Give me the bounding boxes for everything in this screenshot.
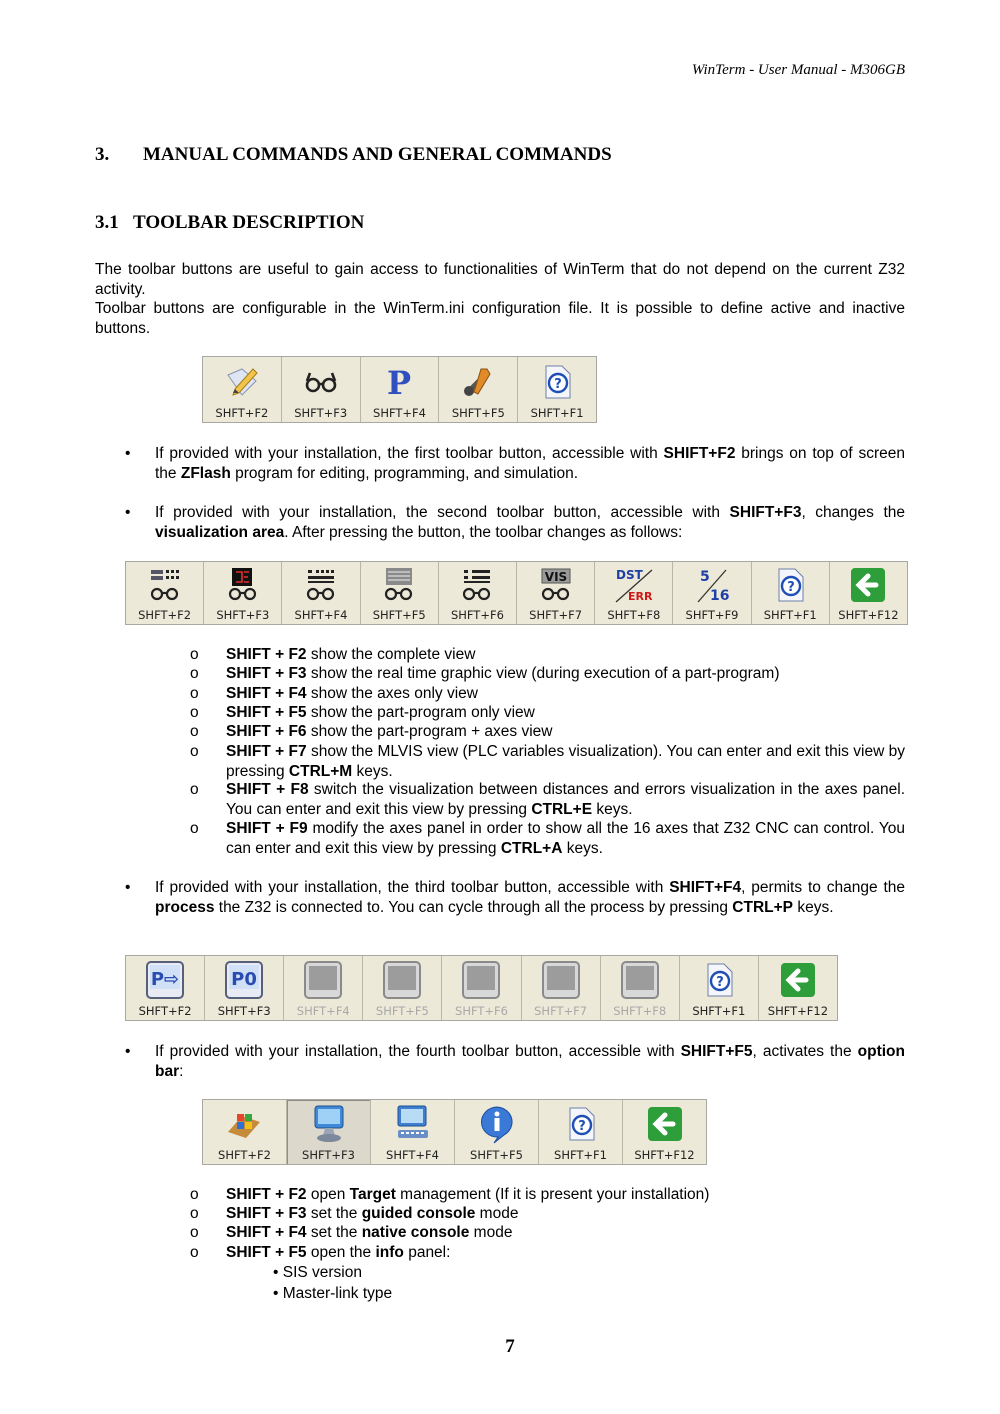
bullet-text: , changes the <box>801 504 905 521</box>
toolbar-button-shft-f3 <box>204 562 282 624</box>
sub-bullet: o <box>190 781 199 798</box>
view-option-key: SHIFT + F7 <box>226 743 307 760</box>
toolbar-button-label: SHFT+F5 <box>372 608 426 622</box>
option-bold: Target <box>349 1186 396 1203</box>
view-option-text: show the complete view <box>306 646 476 663</box>
windows-folder-icon <box>225 1100 265 1148</box>
toolbar-button-shft-f2 <box>126 956 205 1020</box>
option-item <box>190 1204 905 1224</box>
bullet-dot: • <box>125 445 131 462</box>
view-option-text: show the axes only view <box>306 685 478 702</box>
bullet-text: : <box>179 1062 184 1080</box>
toolbar-button-label: SHFT+F8 <box>613 1004 667 1018</box>
toolbar-button-shft-f4 <box>371 1100 455 1164</box>
bullet-dot: • <box>125 879 131 896</box>
view-option-item <box>190 645 905 665</box>
option-text: set the <box>306 1205 362 1222</box>
vis-icon <box>539 562 573 608</box>
sub-bullet: o <box>190 723 199 740</box>
guided-console-icon <box>310 1100 348 1148</box>
complete-view-icon <box>148 562 182 608</box>
toolbar-button-label: SHFT+F4 <box>386 1148 439 1162</box>
edit-icon <box>223 357 261 406</box>
toolbar-button-shft-f3 <box>282 357 361 422</box>
program-axes-view-icon <box>460 562 494 608</box>
bullet-text: If provided with your installation, the third toolbar button, accessible with <box>155 879 670 896</box>
bullet-text: program for editing, programming, and simulation. <box>230 464 579 482</box>
view-option-key: SHIFT + F5 <box>226 704 307 721</box>
bullet-dot: • <box>125 504 131 521</box>
axes-16-icon <box>690 562 734 608</box>
info-bullet: • <box>273 1264 283 1281</box>
bullet-visualization <box>95 503 905 542</box>
view-option-text: keys. <box>352 762 393 780</box>
option-text: open <box>306 1186 350 1203</box>
toolbar-button-label: SHFT+F12 <box>767 1004 829 1018</box>
toolbar-button-label: SHFT+F7 <box>529 608 583 622</box>
bullet-zflash <box>95 444 905 483</box>
sub-bullet: o <box>190 646 199 663</box>
view-option-text: keys. <box>592 800 633 818</box>
toolbar-button-label: SHFT+F1 <box>763 608 817 622</box>
view-option-item <box>190 703 905 723</box>
option-key: SHIFT + F5 <box>226 1244 307 1261</box>
program-view-icon <box>382 562 416 608</box>
toolbar-button-label: SHFT+F4 <box>296 1004 350 1018</box>
info-item-text: Master-link type <box>282 1285 393 1302</box>
view-option-item <box>190 819 905 858</box>
toolbar-button-label: SHFT+F3 <box>294 406 348 420</box>
view-option-shortcut: CTRL+E <box>531 800 593 818</box>
svg-text:P⇨: P⇨ <box>150 969 180 990</box>
page-header: WinTerm - User Manual - M306GB <box>691 62 905 78</box>
toolbar-button-shft-f1 <box>680 956 759 1020</box>
option-bold: guided console <box>361 1205 476 1222</box>
toolbar-button-label: SHFT+F1 <box>530 406 584 420</box>
view-option-item <box>190 684 905 704</box>
empty-process-icon <box>461 956 501 1004</box>
bullet-key: SHIFT+F5 <box>680 1043 753 1060</box>
view-option-key: SHIFT + F3 <box>226 665 307 682</box>
process-toolbar <box>125 955 838 1021</box>
view-option-shortcut: CTRL+M <box>288 762 353 780</box>
intro-paragraph-1: The toolbar buttons are useful to gain access to functionalities of WinTerm that do not depend on the current Z32 activity. <box>95 261 905 298</box>
view-option-key: SHIFT + F2 <box>226 646 307 663</box>
toolbar-button-label: SHFT+F5 <box>470 1148 523 1162</box>
sub-bullet: o <box>190 1186 199 1203</box>
toolbar-button-shft-f12 <box>830 562 907 624</box>
toolbar-button-label: SHFT+F12 <box>634 1148 695 1162</box>
bullet-text: brings on top of screen the <box>155 445 905 482</box>
bullet-text: keys. <box>793 898 834 916</box>
help-icon <box>540 357 574 406</box>
info-icon <box>477 1100 517 1148</box>
bullet-text: If provided with your installation, the fourth toolbar button, accessible with <box>155 1043 681 1060</box>
option-text: set the <box>306 1224 362 1241</box>
help-icon <box>564 1100 598 1148</box>
help-icon <box>773 562 807 608</box>
bullet-bold: ZFlash <box>180 464 231 482</box>
bullet-process <box>95 878 905 917</box>
sub-bullet: o <box>190 1224 199 1241</box>
sub-bullet: o <box>190 665 199 682</box>
option-item <box>190 1223 905 1243</box>
view-option-text: switch the visualization between distances and errors visualization in the axes panel. You can enter and exit this view by pressing <box>226 781 906 818</box>
toolbar-button-shft-f8 <box>595 562 673 624</box>
empty-process-icon <box>382 956 422 1004</box>
svg-text:?: ? <box>716 975 724 990</box>
sub-bullet: o <box>190 1205 199 1222</box>
view-option-text: modify the axes panel in order to show all the 16 axes that Z32 CNC can control. You can enter and exit this view by pressing <box>226 820 905 857</box>
toolbar-button-label: SHFT+F4 <box>294 608 348 622</box>
toolbar-button-label: SHFT+F2 <box>218 1148 271 1162</box>
toolbar-button-label: SHFT+F3 <box>302 1148 355 1162</box>
svg-text:P0: P0 <box>231 969 258 990</box>
svg-text:P: P <box>387 363 412 401</box>
view-option-text: show the MLVIS view (PLC variables visualization). You can enter and exit this view by pressing <box>226 743 906 780</box>
toolbar-button-shft-f12 <box>759 956 837 1020</box>
toolbar-button-label: SHFT+F1 <box>692 1004 746 1018</box>
sub-bullet: o <box>190 1244 199 1261</box>
axes-view-icon <box>304 562 338 608</box>
option-bold: info <box>375 1244 404 1261</box>
toolbar-button-shft-f4 <box>284 956 363 1020</box>
info-item <box>273 1263 362 1283</box>
info-item-text: SIS version <box>282 1264 362 1281</box>
bullet-dot: • <box>125 1043 131 1060</box>
view-option-text: show the part-program + axes view <box>306 723 553 740</box>
toolbar-button-shft-f5 <box>439 357 518 422</box>
section-number: 3. <box>95 144 110 165</box>
bullet-text: , permits to change the <box>741 879 906 896</box>
option-text: open the <box>306 1244 376 1261</box>
bullet-option-bar <box>95 1042 905 1081</box>
sub-bullet: o <box>190 820 199 837</box>
sub-bullet: o <box>190 685 199 702</box>
option-item <box>190 1185 905 1205</box>
bullet-key: SHIFT+F3 <box>729 504 802 521</box>
option-item <box>190 1243 905 1263</box>
bullet-bold: process <box>155 898 215 916</box>
toolbar-button-shft-f6 <box>439 562 517 624</box>
sub-bullet: o <box>190 743 199 760</box>
tools-icon <box>459 357 497 406</box>
view-option-key: SHIFT + F8 <box>226 781 309 798</box>
view-option-key: SHIFT + F4 <box>226 685 307 702</box>
bullet-text: If provided with your installation, the second toolbar button, accessible with <box>155 504 730 521</box>
view-toolbar <box>125 561 908 625</box>
toolbar-button-shft-f6 <box>442 956 521 1020</box>
bullet-text: If provided with your installation, the first toolbar button, accessible with <box>155 445 664 462</box>
toolbar-button-label: SHFT+F6 <box>450 608 504 622</box>
toolbar-button-shft-f4 <box>361 357 440 422</box>
view-option-text: show the real time graphic view (during execution of a part-program) <box>306 665 780 682</box>
help-icon <box>702 956 736 1004</box>
back-arrow-icon <box>780 956 816 1004</box>
subsection-heading <box>95 212 364 234</box>
process-next-icon <box>145 956 185 1004</box>
svg-text:5: 5 <box>700 569 710 585</box>
sub-bullet: o <box>190 704 199 721</box>
toolbar-button-shft-f1 <box>752 562 830 624</box>
toolbar-button-label: SHFT+F3 <box>217 1004 271 1018</box>
toolbar-button-label: SHFT+F12 <box>838 608 899 622</box>
intro-paragraph-2: Toolbar buttons are configurable in the WinTerm.ini configuration file. It is possible to define active and inactive buttons. <box>95 300 905 337</box>
subsection-number: 3.1 <box>95 212 119 233</box>
option-bold: native console <box>361 1224 470 1241</box>
back-arrow-icon <box>850 562 886 608</box>
svg-text:DST: DST <box>615 568 643 582</box>
bullet-key: SHIFT+F2 <box>663 445 736 462</box>
toolbar-button-label: SHFT+F1 <box>554 1148 607 1162</box>
svg-text:?: ? <box>554 376 562 392</box>
dst-err-icon <box>610 562 658 608</box>
svg-text:?: ? <box>577 1119 586 1134</box>
option-text: management (If it is present your installation) <box>395 1186 710 1203</box>
empty-process-icon <box>620 956 660 1004</box>
toolbar-button-label: SHFT+F8 <box>607 608 661 622</box>
toolbar-button-label: SHFT+F2 <box>138 608 192 622</box>
svg-text:VIS: VIS <box>544 570 567 584</box>
toolbar-button-shft-f1 <box>518 357 596 422</box>
view-option-shortcut: CTRL+A <box>500 839 563 857</box>
toolbar-button-shft-f2 <box>203 1100 287 1164</box>
toolbar-button-label: SHFT+F4 <box>373 406 426 420</box>
svg-text:16: 16 <box>710 588 730 604</box>
native-console-icon <box>394 1100 432 1148</box>
intro-text <box>95 260 905 338</box>
empty-process-icon <box>541 956 581 1004</box>
bullet-key: SHIFT+F4 <box>669 879 742 896</box>
process-zero-icon <box>224 956 264 1004</box>
toolbar-button-shft-f2 <box>126 562 204 624</box>
toolbar-button-shft-f3 <box>205 956 284 1020</box>
toolbar-button-shft-f7 <box>522 956 601 1020</box>
option-toolbar <box>202 1099 707 1165</box>
toolbar-button-shft-f1 <box>539 1100 623 1164</box>
page-number: 7 <box>505 1336 515 1357</box>
toolbar-button-shft-f2 <box>203 357 282 422</box>
toolbar-button-label: SHFT+F3 <box>216 608 270 622</box>
empty-process-icon <box>303 956 343 1004</box>
subsection-title: TOOLBAR DESCRIPTION <box>133 212 365 233</box>
option-text: panel: <box>403 1244 451 1261</box>
toolbar-button-label: SHFT+F5 <box>451 406 505 420</box>
toolbar-button-shft-f7 <box>517 562 595 624</box>
toolbar-button-shft-f5 <box>363 956 442 1020</box>
toolbar-button-shft-f5 <box>455 1100 539 1164</box>
info-bullet: • <box>273 1285 283 1302</box>
toolbar-button-shft-f4 <box>282 562 360 624</box>
bullet-text: . After pressing the button, the toolbar changes as follows: <box>284 523 683 541</box>
bullet-text: , activates the <box>752 1043 858 1060</box>
option-key: SHIFT + F3 <box>226 1205 307 1222</box>
view-option-item <box>190 664 905 684</box>
toolbar-button-shft-f5 <box>361 562 439 624</box>
option-text: mode <box>475 1205 519 1222</box>
view-option-text: keys. <box>562 839 603 857</box>
toolbar-button-label: SHFT+F6 <box>455 1004 508 1018</box>
bullet-text: the Z32 is connected to. You can cycle through all the process by pressing <box>214 898 733 916</box>
view-option-key: SHIFT + F9 <box>226 820 308 837</box>
view-option-text: show the part-program only view <box>306 704 535 721</box>
toolbar-button-shft-f8 <box>601 956 680 1020</box>
toolbar-button-label: SHFT+F2 <box>138 1004 192 1018</box>
bullet-key: CTRL+P <box>732 898 794 916</box>
back-arrow-icon <box>647 1100 683 1148</box>
graphic-view-icon <box>226 562 260 608</box>
section-title: MANUAL COMMANDS AND GENERAL COMMANDS <box>143 144 612 165</box>
toolbar-button-label: SHFT+F2 <box>215 406 269 420</box>
main-toolbar <box>202 356 597 423</box>
toolbar-button-shft-f9 <box>673 562 751 624</box>
view-option-key: SHIFT + F6 <box>226 723 307 740</box>
bullet-bold: visualization area <box>155 523 285 541</box>
view-option-item <box>190 742 905 781</box>
bullet-bold: option bar <box>155 1043 905 1080</box>
view-option-item <box>190 780 905 819</box>
toolbar-button-label: SHFT+F5 <box>375 1004 429 1018</box>
option-key: SHIFT + F4 <box>226 1224 307 1241</box>
svg-text:?: ? <box>787 580 795 595</box>
view-option-item <box>190 722 905 742</box>
glasses-icon <box>303 357 339 406</box>
svg-text:ERR: ERR <box>627 590 653 603</box>
option-text: mode <box>469 1224 513 1241</box>
option-key: SHIFT + F2 <box>226 1186 307 1203</box>
toolbar-button-label: SHFT+F9 <box>685 608 739 622</box>
toolbar-button-shft-f12 <box>623 1100 706 1164</box>
section-heading <box>95 144 612 166</box>
info-item <box>273 1284 392 1304</box>
toolbar-button-label: SHFT+F7 <box>534 1004 588 1018</box>
p-letter-icon <box>381 357 417 406</box>
toolbar-button-shft-f3 <box>287 1100 371 1164</box>
